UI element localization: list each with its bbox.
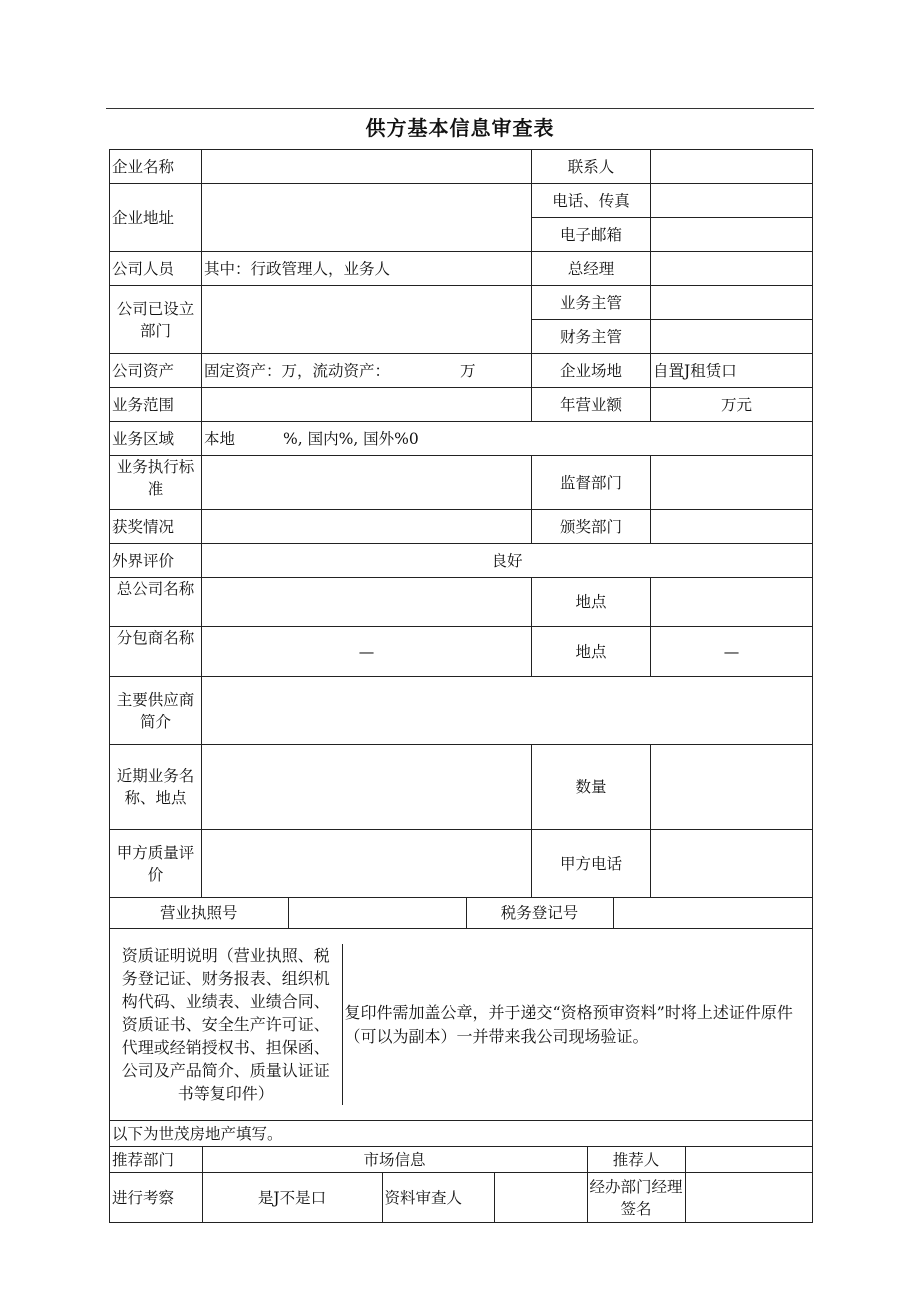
value-quantity[interactable] [651, 745, 813, 830]
value-assets[interactable] [202, 354, 532, 388]
value-inspection[interactable]: 是J不是口 [202, 1173, 382, 1222]
label-annual-revenue: 年营业额 [532, 388, 651, 422]
page-title: 供方基本信息审查表 [365, 116, 555, 140]
value-manager-sign[interactable] [685, 1173, 813, 1222]
qualification-row [110, 929, 813, 1121]
label-award-dept: 颁奖部门 [532, 510, 651, 544]
label-recommender: 推荐人 [587, 1147, 685, 1172]
label-general-manager: 总经理 [532, 252, 651, 286]
value-finance-supervisor[interactable] [651, 320, 813, 354]
label-awards: 获奖情况 [110, 510, 202, 544]
inspection-row [110, 1173, 813, 1223]
value-party-a-eval[interactable] [202, 830, 532, 898]
label-business-supervisor: 业务主管 [532, 286, 651, 320]
value-staff[interactable]: 其中：行政管理人，业务人 [202, 252, 532, 286]
value-email[interactable] [651, 218, 813, 252]
label-quantity: 数量 [532, 745, 651, 830]
value-business-supervisor[interactable] [651, 286, 813, 320]
label-staff: 公司人员 [110, 252, 202, 286]
annual-revenue-unit: 万元 [720, 395, 752, 414]
value-phone-fax[interactable] [651, 184, 813, 218]
top-rule [106, 108, 814, 109]
recommend-row [110, 1147, 813, 1173]
label-recent-business: 近期业务名称、地点 [110, 745, 202, 830]
label-party-a-eval: 甲方质量评价 [110, 830, 202, 898]
label-recommend-dept: 推荐部门 [110, 1147, 202, 1172]
value-general-manager[interactable] [651, 252, 813, 286]
value-subcontractor[interactable]: — [202, 627, 532, 677]
value-award-dept[interactable] [651, 510, 813, 544]
value-tax-reg-no[interactable] [613, 898, 813, 928]
value-departments[interactable] [202, 286, 532, 354]
value-hq-location[interactable] [651, 578, 813, 627]
value-sub-location[interactable]: — [651, 627, 813, 677]
label-doc-reviewer: 资料审查人 [382, 1173, 494, 1222]
label-email: 电子邮箱 [532, 218, 651, 252]
value-company-address[interactable] [202, 184, 532, 252]
value-standard[interactable] [202, 456, 532, 510]
value-doc-reviewer[interactable] [494, 1173, 587, 1222]
label-contact: 联系人 [532, 150, 651, 184]
value-qualification-note: 复印件需加盖公章，并于递交“资格预审资料”时将上述证件原件（可以为副本）一并带来我公司现场验证。 [342, 944, 813, 1105]
label-scope: 业务范围 [110, 388, 202, 422]
label-company-address: 企业地址 [110, 184, 202, 252]
label-company-name: 企业名称 [110, 150, 202, 184]
value-company-name[interactable] [202, 150, 532, 184]
value-recent-business[interactable] [202, 745, 532, 830]
value-awards[interactable] [202, 510, 532, 544]
assets-text-b: 万 [460, 361, 476, 380]
license-row [110, 898, 813, 929]
value-site[interactable]: 自置J租赁口 [651, 354, 813, 388]
label-finance-supervisor: 财务主管 [532, 320, 651, 354]
value-license-no[interactable] [288, 898, 466, 928]
value-main-supplier[interactable] [202, 677, 813, 745]
label-standard: 业务执行标准 [110, 456, 202, 510]
label-hq-location: 地点 [532, 578, 651, 627]
label-site: 企业场地 [532, 354, 651, 388]
label-assets: 公司资产 [110, 354, 202, 388]
value-market-info[interactable]: 市场信息 [202, 1147, 587, 1172]
value-annual-revenue[interactable] [651, 388, 813, 422]
value-hq-name[interactable] [202, 578, 532, 627]
region-text-b: %, 国内%, 国外%0 [283, 429, 419, 448]
label-sub-location: 地点 [532, 627, 651, 677]
value-scope[interactable] [202, 388, 532, 422]
label-hq-name: 总公司名称 [110, 578, 202, 627]
label-region: 业务区域 [110, 422, 202, 456]
value-reputation[interactable]: 良好 [202, 544, 813, 578]
label-inspection: 进行考察 [110, 1173, 202, 1222]
label-subcontractor: 分包商名称 [110, 627, 202, 677]
label-main-supplier: 主要供应商简介 [110, 677, 202, 745]
label-party-a-phone: 甲方电话 [532, 830, 651, 898]
label-manager-sign: 经办部门经理签名 [587, 1173, 685, 1222]
info-table [109, 149, 812, 1223]
label-departments: 公司已设立部门 [110, 286, 202, 354]
label-reputation: 外界评价 [110, 544, 202, 578]
label-supervision-dept: 监督部门 [532, 456, 651, 510]
value-contact[interactable] [651, 150, 813, 184]
value-party-a-phone[interactable] [651, 830, 813, 898]
assets-text-a: 固定资产：万，流动资产： [204, 361, 391, 380]
label-phone-fax: 电话、传真 [532, 184, 651, 218]
label-license-no: 营业执照号 [110, 898, 288, 928]
label-qualification: 资质证明说明（营业执照、税务登记证、财务报表、组织机构代码、业绩表、业绩合同、资质证书、安全生产许可证、代理或经销授权书、担保函、公司及产品简介、质量认证证书等复印件） [110, 944, 342, 1105]
fill-note: 以下为世茂房地产填写。 [110, 1121, 813, 1147]
region-text-a: 本地 [204, 429, 236, 448]
value-region[interactable] [202, 422, 813, 456]
value-recommender[interactable] [685, 1147, 813, 1172]
label-tax-reg-no: 税务登记号 [466, 898, 613, 928]
value-supervision-dept[interactable] [651, 456, 813, 510]
